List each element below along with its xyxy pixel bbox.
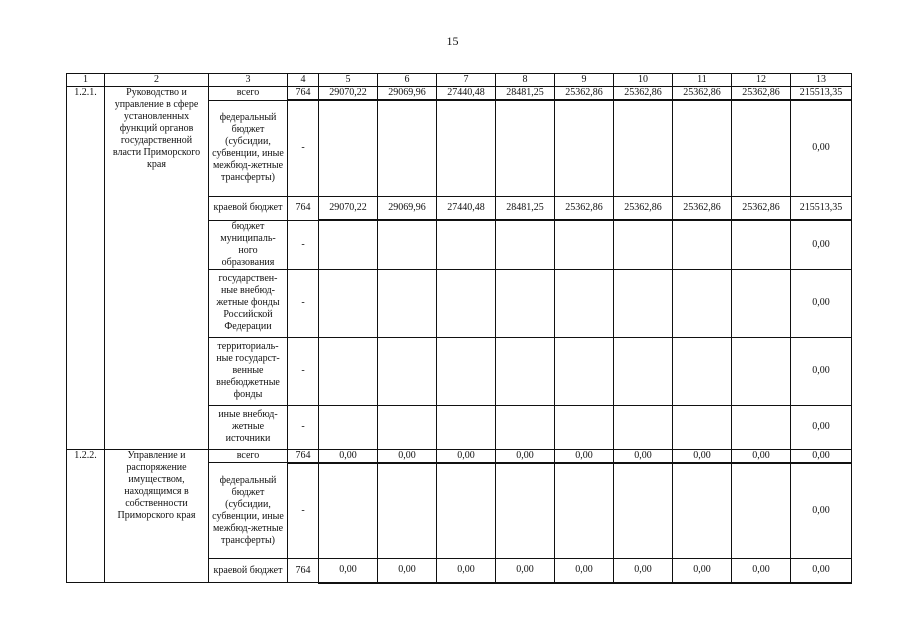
amount-cell: [732, 463, 791, 559]
amount-cell: [496, 269, 555, 337]
funding-source: государствен-ные внебюд-жетные фонды Российской Федерации: [209, 269, 288, 337]
amount-cell: [614, 220, 673, 269]
amount-cell: [555, 405, 614, 449]
item-code: 1.2.2.: [67, 449, 105, 583]
grbs-code-cell: -: [288, 220, 319, 269]
grbs-code-cell: -: [288, 269, 319, 337]
amount-cell: 25362,86: [673, 87, 732, 101]
amount-cell: 0,00: [791, 405, 852, 449]
amount-cell: [319, 269, 378, 337]
column-number-header: 3: [209, 74, 288, 87]
amount-cell: 25362,86: [555, 196, 614, 220]
amount-cell: 0,00: [319, 449, 378, 463]
amount-cell: [673, 337, 732, 405]
amount-cell: 0,00: [673, 449, 732, 463]
amount-cell: [319, 100, 378, 196]
amount-cell: 215513,35: [791, 87, 852, 101]
amount-cell: [614, 269, 673, 337]
amount-cell: [378, 269, 437, 337]
column-number-header: 2: [105, 74, 209, 87]
table-header-row: [67, 74, 852, 87]
amount-cell: 25362,86: [555, 87, 614, 101]
column-number-header: 5: [319, 74, 378, 87]
amount-cell: 25362,86: [732, 196, 791, 220]
amount-cell: [673, 269, 732, 337]
amount-cell: 0,00: [791, 449, 852, 463]
grbs-code-cell: 764: [288, 559, 319, 583]
amount-cell: 0,00: [378, 449, 437, 463]
column-number-header: 10: [614, 74, 673, 87]
column-number-header: 12: [732, 74, 791, 87]
amount-cell: 0,00: [319, 559, 378, 583]
column-number-header: 7: [437, 74, 496, 87]
amount-cell: 0,00: [437, 559, 496, 583]
amount-cell: 0,00: [614, 449, 673, 463]
column-number-header: 9: [555, 74, 614, 87]
amount-cell: 28481,25: [496, 196, 555, 220]
budget-table: [66, 73, 852, 584]
amount-cell: 25362,86: [614, 87, 673, 101]
amount-cell: 0,00: [378, 559, 437, 583]
amount-cell: [319, 463, 378, 559]
grbs-code-cell: 764: [288, 449, 319, 463]
amount-cell: 0,00: [732, 559, 791, 583]
amount-cell: [673, 405, 732, 449]
grbs-code-cell: -: [288, 463, 319, 559]
amount-cell: [732, 337, 791, 405]
funding-source: всего: [209, 87, 288, 101]
amount-cell: [319, 405, 378, 449]
amount-cell: 0,00: [791, 463, 852, 559]
amount-cell: 0,00: [555, 559, 614, 583]
amount-cell: [555, 463, 614, 559]
amount-cell: [378, 220, 437, 269]
amount-cell: 0,00: [673, 559, 732, 583]
funding-source: федеральный бюджет (субсидии, субвенции, иные межбюд-жетные трансферты): [209, 100, 288, 196]
amount-cell: [437, 337, 496, 405]
amount-cell: 0,00: [791, 559, 852, 583]
amount-cell: [496, 220, 555, 269]
amount-cell: 28481,25: [496, 87, 555, 101]
amount-cell: [378, 463, 437, 559]
amount-cell: [555, 100, 614, 196]
item-name: Руководство и управление в сфере установленных функций органов государственной власти Приморского края: [105, 87, 209, 450]
amount-cell: 0,00: [496, 559, 555, 583]
funding-source: территориаль-ные государст-венные внебюджетные фонды: [209, 337, 288, 405]
column-number-header: 11: [673, 74, 732, 87]
amount-cell: [496, 463, 555, 559]
table-row: [67, 449, 852, 463]
amount-cell: [437, 269, 496, 337]
grbs-code-cell: 764: [288, 196, 319, 220]
amount-cell: [437, 220, 496, 269]
amount-cell: 0,00: [614, 559, 673, 583]
amount-cell: [437, 100, 496, 196]
amount-cell: [496, 405, 555, 449]
amount-cell: 29069,96: [378, 87, 437, 101]
amount-cell: [437, 405, 496, 449]
table-row: [67, 87, 852, 101]
item-code: 1.2.1.: [67, 87, 105, 450]
grbs-code-cell: -: [288, 405, 319, 449]
amount-cell: 215513,35: [791, 196, 852, 220]
amount-cell: 25362,86: [673, 196, 732, 220]
amount-cell: [555, 269, 614, 337]
grbs-code-cell: -: [288, 100, 319, 196]
amount-cell: 29070,22: [319, 196, 378, 220]
amount-cell: [437, 463, 496, 559]
amount-cell: [555, 220, 614, 269]
amount-cell: 27440,48: [437, 196, 496, 220]
grbs-code-cell: 764: [288, 87, 319, 101]
amount-cell: [319, 337, 378, 405]
amount-cell: 25362,86: [614, 196, 673, 220]
grbs-code-cell: -: [288, 337, 319, 405]
column-number-header: 4: [288, 74, 319, 87]
funding-source: иные внебюд-жетные источники: [209, 405, 288, 449]
item-name: Управление и распоряжение имуществом, находящимся в собственности Приморского края: [105, 449, 209, 583]
amount-cell: [496, 100, 555, 196]
amount-cell: [555, 337, 614, 405]
amount-cell: [614, 463, 673, 559]
amount-cell: [378, 405, 437, 449]
amount-cell: [319, 220, 378, 269]
amount-cell: 27440,48: [437, 87, 496, 101]
amount-cell: 29069,96: [378, 196, 437, 220]
amount-cell: [732, 220, 791, 269]
amount-cell: 0,00: [791, 220, 852, 269]
amount-cell: [378, 337, 437, 405]
funding-source: федеральный бюджет (субсидии, субвенции, иные межбюд-жетные трансферты): [209, 463, 288, 559]
amount-cell: 0,00: [555, 449, 614, 463]
column-number-header: 8: [496, 74, 555, 87]
page-number: 15: [446, 34, 459, 48]
amount-cell: [673, 100, 732, 196]
funding-source: всего: [209, 449, 288, 463]
amount-cell: 0,00: [437, 449, 496, 463]
column-number-header: 6: [378, 74, 437, 87]
amount-cell: [614, 100, 673, 196]
amount-cell: [732, 100, 791, 196]
amount-cell: [378, 100, 437, 196]
funding-source: краевой бюджет: [209, 196, 288, 220]
amount-cell: [614, 405, 673, 449]
amount-cell: [673, 220, 732, 269]
column-number-header: 13: [791, 74, 852, 87]
amount-cell: [732, 405, 791, 449]
column-number-header: 1: [67, 74, 105, 87]
amount-cell: [673, 463, 732, 559]
amount-cell: [496, 337, 555, 405]
amount-cell: [614, 337, 673, 405]
amount-cell: 0,00: [732, 449, 791, 463]
amount-cell: 0,00: [791, 269, 852, 337]
amount-cell: [732, 269, 791, 337]
amount-cell: 25362,86: [732, 87, 791, 101]
amount-cell: 0,00: [791, 337, 852, 405]
amount-cell: 0,00: [496, 449, 555, 463]
amount-cell: 0,00: [791, 100, 852, 196]
funding-source: краевой бюджет: [209, 559, 288, 583]
amount-cell: 29070,22: [319, 87, 378, 101]
funding-source: бюджет муниципаль-ного образования: [209, 220, 288, 269]
